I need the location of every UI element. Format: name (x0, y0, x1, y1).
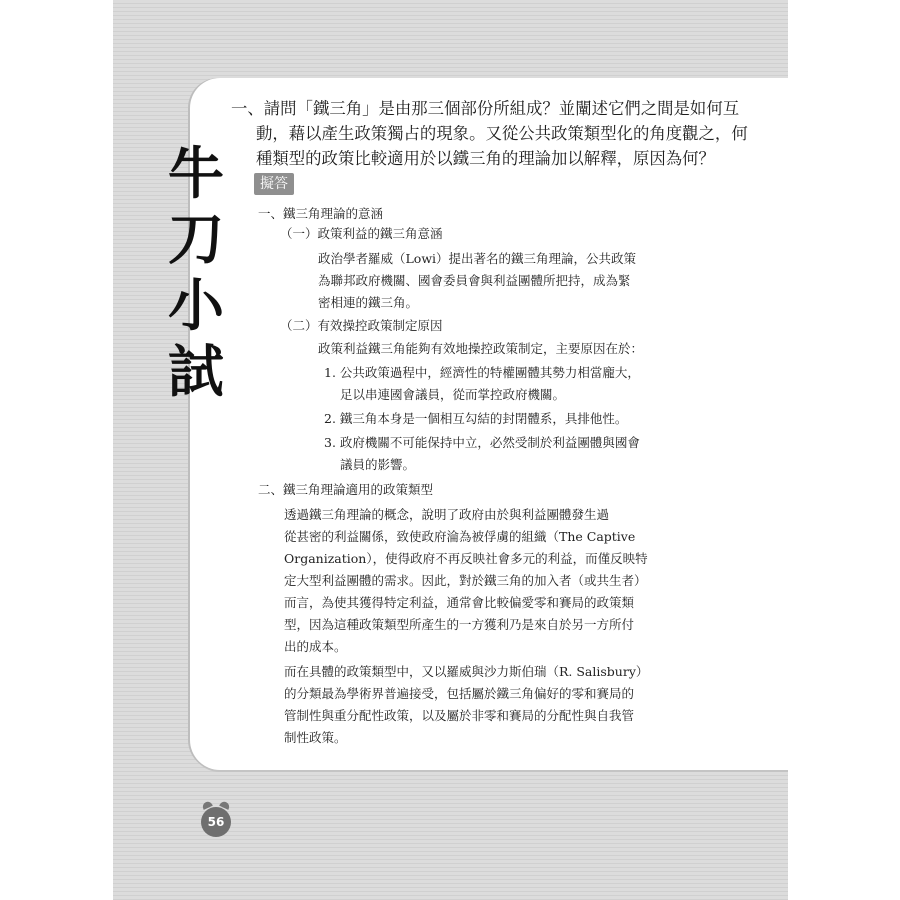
list-item: 2. 鐵三角本身是一個相互勾結的封閉體系，具排他性。 (324, 411, 628, 426)
section-title-char: 牛 (168, 142, 224, 207)
question-line: 動，藉以產生政策獨占的現象。又從公共政策類型化的角度觀之，何 (256, 124, 748, 143)
paragraph-line: 從甚密的利益關係，致使政府淪為被俘虜的組織（The Captive (284, 529, 636, 544)
paragraph-line: 型，因為這種政策類型所產生的一方獲利乃是來自於另一方所付 (284, 617, 635, 632)
page-number: 56 (201, 807, 231, 837)
page-number-badge (198, 802, 234, 838)
section-title-char: 試 (168, 340, 224, 405)
paragraph-line: 政治學者羅威（Lowi）提出著名的鐵三角理論，公共政策 (318, 251, 637, 266)
question-text (231, 96, 748, 171)
subheading: （二）有效操控政策制定原因 (280, 318, 443, 333)
paragraph-line: 密相連的鐵三角。 (318, 295, 419, 310)
list-item: 1. 公共政策過程中，經濟性的特權團體其勢力相當龐大， (324, 365, 640, 380)
paragraph-line: 透過鐵三角理論的概念，說明了政府由於與利益團體發生過 (284, 507, 610, 522)
section-title-char: 刀 (168, 208, 224, 273)
section-title-char: 小 (168, 274, 224, 339)
paragraph-line: 制性政策。 (284, 730, 347, 745)
question-line: 一、請問「鐵三角」是由那三個部份所組成？並闡述它們之間是如何互 (231, 99, 740, 118)
paragraph-line: 定大型利益團體的需求。因此，對於鐵三角的加入者（或共生者） (284, 573, 647, 588)
paragraph-line: 而言，為使其獲得特定利益，通常會比較偏愛零和賽局的政策類 (284, 595, 635, 610)
question-line: 種類型的政策比較適用於以鐵三角的理論加以解釋，原因為何？ (256, 149, 715, 168)
paragraph-line: 為聯邦政府機關、國會委員會與利益團體所把持，成為緊 (318, 273, 631, 288)
heading-1: 一、鐵三角理論的意涵 (258, 206, 384, 221)
paragraph-line: 政策利益鐵三角能夠有效地操控政策制定，主要原因在於： (318, 341, 644, 356)
paragraph-line: 而在具體的政策類型中，又以羅威與沙力斯伯瑞（R. Salisbury） (284, 664, 649, 679)
section-title (160, 142, 232, 406)
list-item-continued: 議員的影響。 (340, 457, 416, 472)
subheading: （一）政策利益的鐵三角意涵 (280, 226, 443, 241)
heading-2: 二、鐵三角理論適用的政策類型 (258, 482, 434, 497)
paragraph-line: 的分類最為學術界普遍接受，包括屬於鐵三角偏好的零和賽局的 (284, 686, 635, 701)
paragraph-line: Organization），使得政府不再反映社會多元的利益，而僅反映特 (284, 551, 648, 566)
answer-label: 擬答 (254, 173, 294, 195)
list-item: 3. 政府機關不可能保持中立，必然受制於利益團體與國會 (324, 435, 640, 450)
list-item-continued: 足以串連國會議員，從而掌控政府機關。 (340, 387, 566, 402)
paragraph-line: 出的成本。 (284, 639, 347, 654)
paragraph-line: 管制性與重分配性政策，以及屬於非零和賽局的分配性與自我管 (284, 708, 635, 723)
